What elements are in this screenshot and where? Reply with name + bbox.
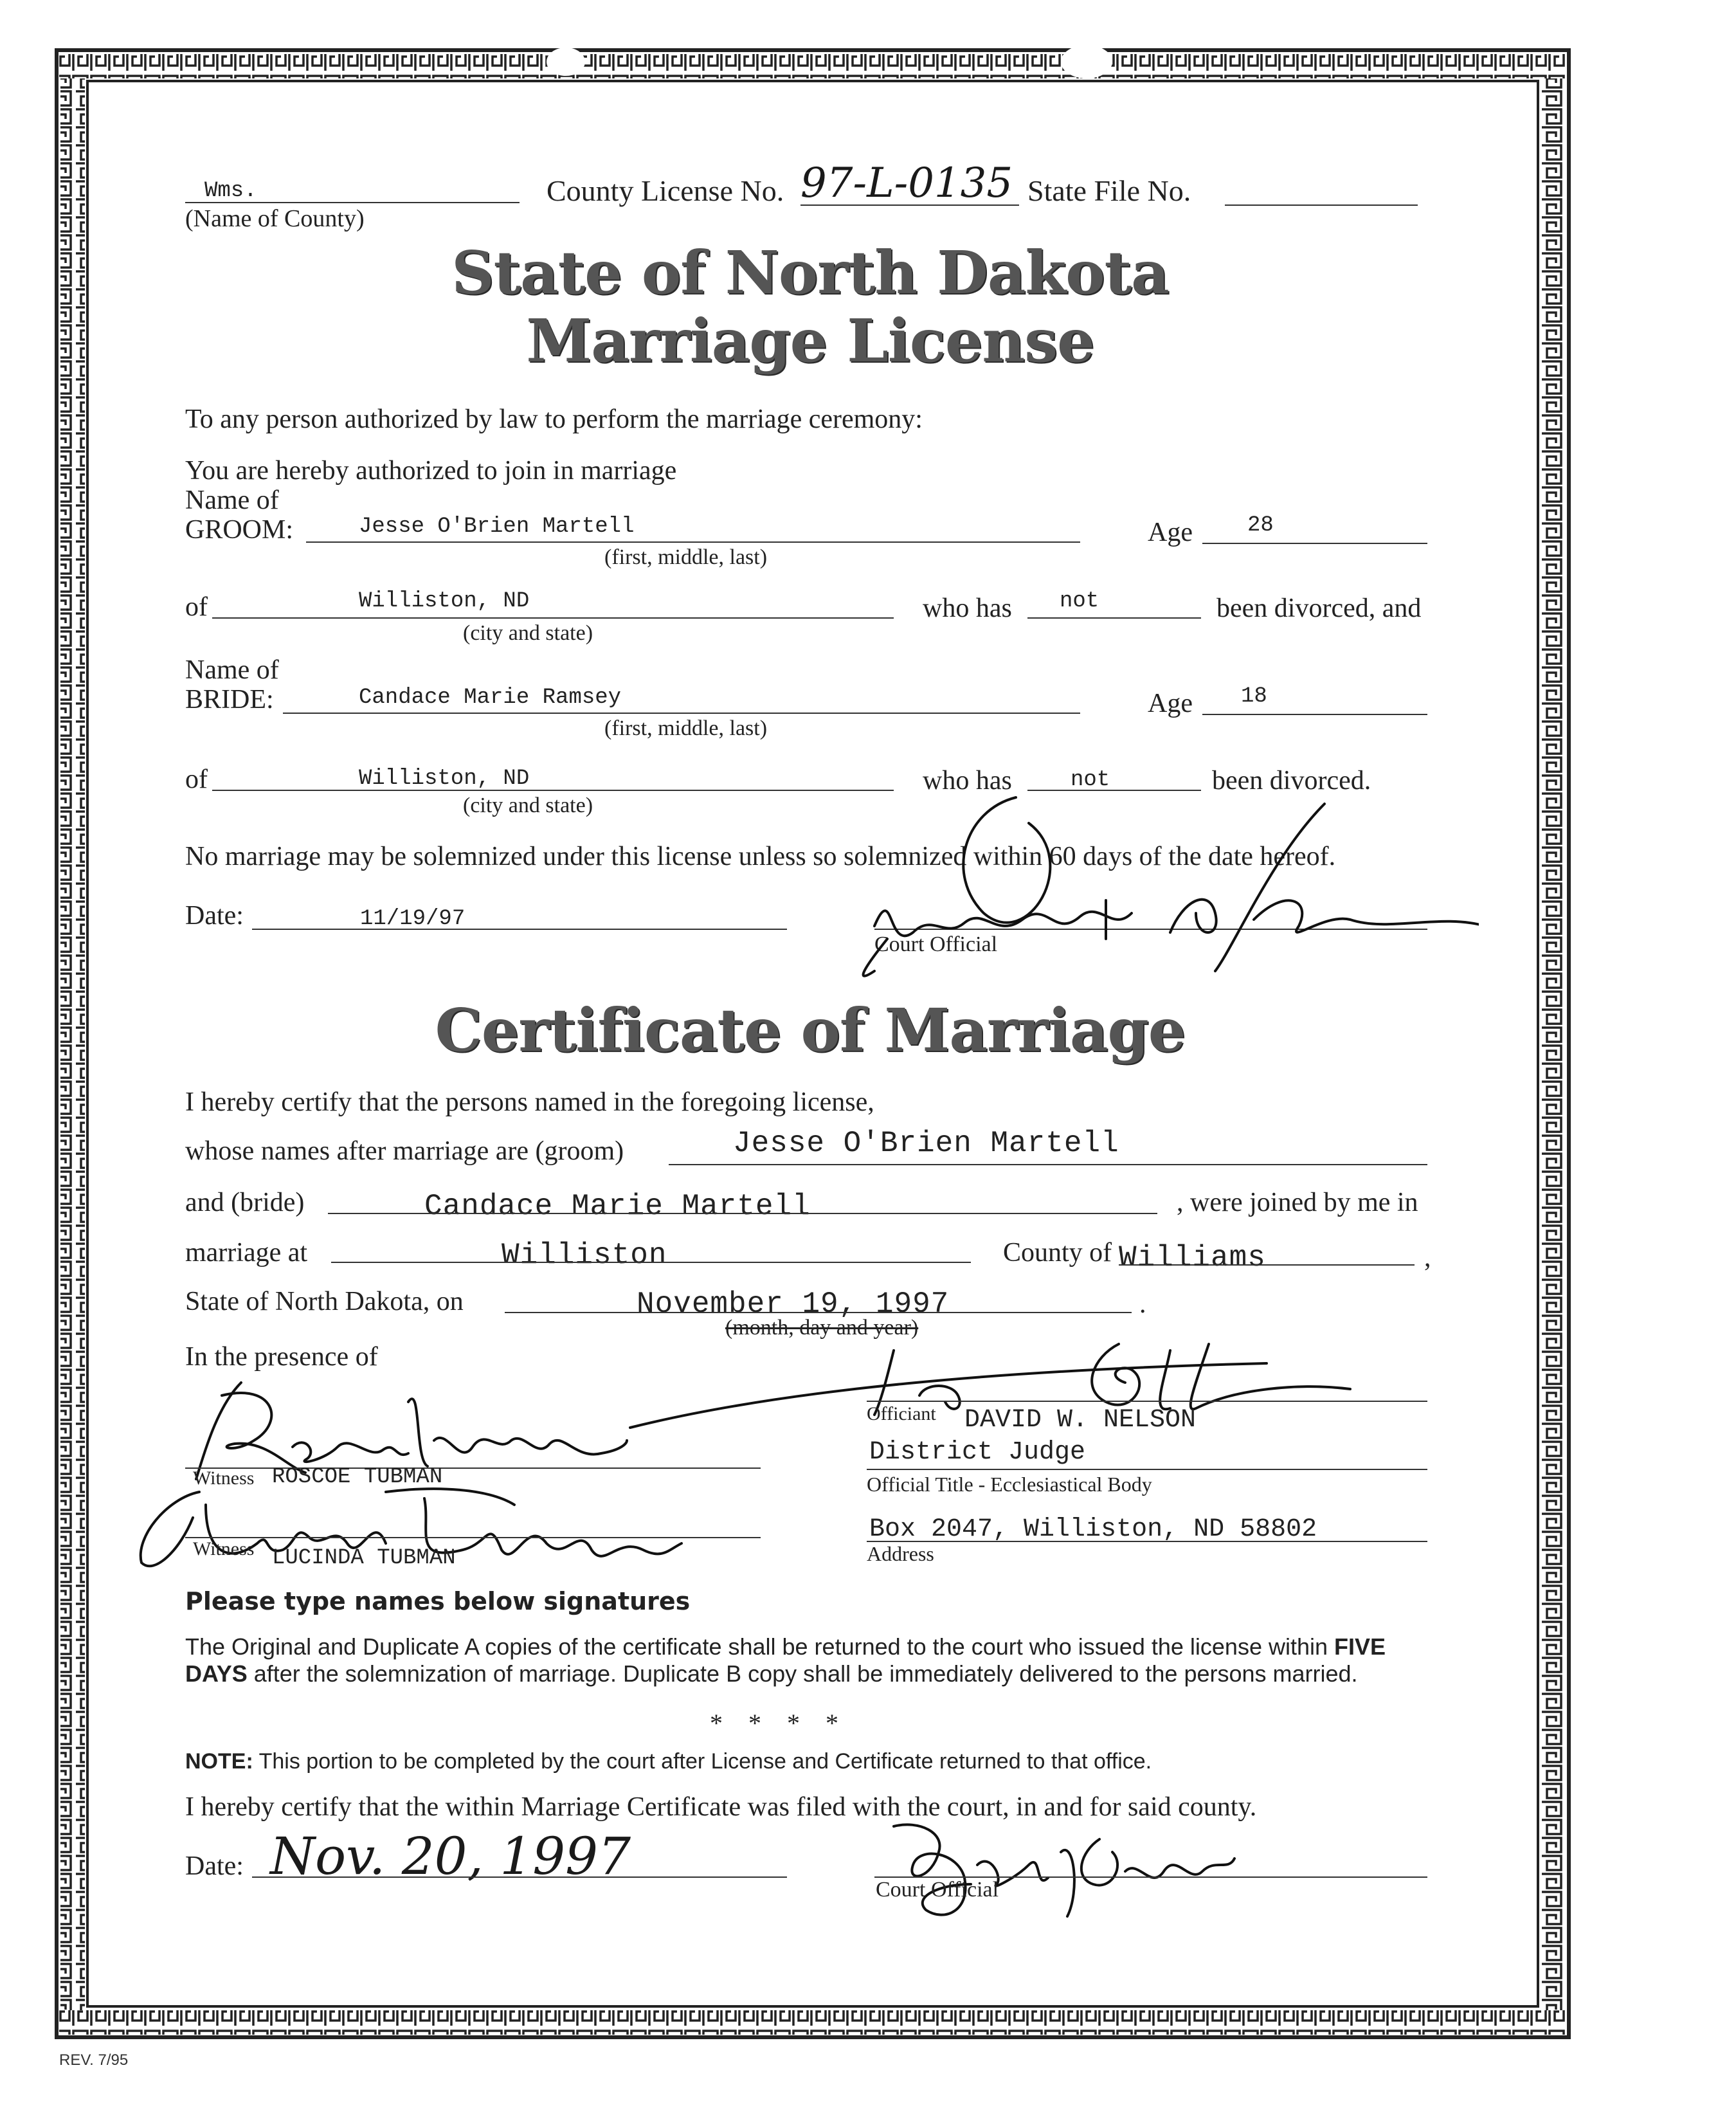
- authorized-text: You are hereby authorized to join in marriage: [185, 456, 677, 486]
- bride-city: Williston, ND: [359, 767, 530, 791]
- witness2-label: Witness: [193, 1538, 255, 1559]
- filing-note: [185, 1749, 1152, 1774]
- bride-name: Candace Marie Ramsey: [359, 686, 622, 710]
- bride-name-caption: (first, middle, last): [604, 716, 768, 740]
- groom-city-caption: (city and state): [463, 621, 593, 645]
- return-five: FIVE: [1334, 1633, 1386, 1660]
- bride-label: BRIDE:: [185, 685, 274, 714]
- title-license: Marriage License: [526, 306, 1094, 376]
- filing-date: Nov. 20, 1997: [270, 1826, 631, 1886]
- note-label: NOTE:: [185, 1749, 253, 1774]
- and-bride-label: and (bride): [185, 1188, 305, 1217]
- bride-city-caption: (city and state): [463, 794, 593, 817]
- license-line: [800, 204, 1019, 206]
- return-days: DAYS: [185, 1660, 248, 1687]
- license-date-label: Date:: [185, 901, 244, 931]
- names-after-label: whose names after marriage are (groom): [185, 1136, 624, 1166]
- marriage-date-line: [505, 1312, 1132, 1313]
- court-official-signature-1: [836, 785, 1479, 977]
- license-date: 11/19/97: [360, 907, 466, 931]
- return-text-2: after the solemnization of marriage. Duplicate B copy shall be immediately delivered to the persons married.: [247, 1660, 1358, 1687]
- marriage-place-line: [331, 1262, 971, 1263]
- type-names-note: Please type names below signatures: [185, 1587, 691, 1615]
- marriage-county-line: [1119, 1264, 1415, 1266]
- marriage-date: November 19, 1997: [637, 1287, 950, 1321]
- groom-name-caption: (first, middle, last): [604, 545, 768, 569]
- court-official-signature-2: [868, 1813, 1254, 1923]
- note-text: This portion to be completed by the court after License and Certificate returned to that office.: [253, 1749, 1152, 1774]
- witness1-label: Witness: [193, 1467, 255, 1489]
- bride-age-line: [1202, 714, 1427, 715]
- bride-divorced: not: [1071, 768, 1110, 792]
- official-title-caption: Official Title - Ecclesiastical Body: [867, 1473, 1152, 1496]
- bride-age: 18: [1241, 684, 1267, 709]
- witness2-line: [185, 1537, 761, 1538]
- certify-text: I hereby certify that the persons named in the foregoing license,: [185, 1087, 874, 1117]
- filing-date-label: Date:: [185, 1851, 244, 1881]
- marriage-county: Williams: [1119, 1241, 1266, 1275]
- court-official-caption-1: Court Official: [874, 932, 998, 956]
- title-certificate: Certificate of Marriage: [435, 995, 1186, 1065]
- return-instructions: [185, 1633, 1439, 1687]
- state-file-line: [1225, 204, 1418, 206]
- groom-after-name: Jesse O'Brien Martell: [733, 1127, 1119, 1160]
- official-title-line: [867, 1469, 1427, 1470]
- county-value: Wms.: [204, 179, 257, 203]
- license-date-line: [252, 929, 787, 930]
- groom-age-line: [1202, 543, 1427, 544]
- state-file-label: State File No.: [1027, 174, 1191, 207]
- bride-who-has: who has: [923, 766, 1012, 795]
- official-title-value: District Judge: [869, 1438, 1086, 1467]
- joined-text: , were joined by me in: [1177, 1188, 1418, 1217]
- witness2-name: LUCINDA TUBMAN: [272, 1546, 456, 1570]
- groom-divorced: not: [1060, 589, 1099, 613]
- bride-name-of: Name of: [185, 655, 279, 685]
- license-label: County License No.: [547, 174, 784, 207]
- groom-age: 28: [1247, 513, 1274, 538]
- bride-been-divorced: been divorced.: [1212, 766, 1371, 795]
- groom-city-line: [212, 617, 894, 619]
- date-period: .: [1139, 1289, 1146, 1319]
- revision-code: REV. 7/95: [59, 2051, 129, 2069]
- court-official-caption-2: Court Official: [876, 1878, 999, 1902]
- return-text-1: The Original and Duplicate A copies of the certificate shall be returned to the court who issued the license within: [185, 1633, 1335, 1660]
- bride-after-line: [328, 1213, 1157, 1214]
- groom-name-of: Name of: [185, 486, 279, 515]
- presence-label: In the presence of: [185, 1342, 378, 1372]
- state-on-label: State of North Dakota, on: [185, 1287, 464, 1316]
- officiant-name: DAVID W. NELSON: [964, 1406, 1197, 1435]
- groom-name: Jesse O'Brien Martell: [359, 514, 635, 539]
- officiant-address: Box 2047, Williston, ND 58802: [869, 1515, 1317, 1544]
- county-of-label: County of: [1003, 1238, 1112, 1267]
- witness1-name: ROSCOE TUBMAN: [272, 1465, 443, 1489]
- bride-city-line: [212, 790, 894, 791]
- officiant-label: Officiant: [867, 1403, 936, 1424]
- groom-age-label: Age: [1148, 518, 1193, 547]
- bride-after-name: Candace Marie Martell: [424, 1190, 811, 1223]
- groom-been-divorced: been divorced, and: [1216, 594, 1422, 623]
- county-comma: ,: [1424, 1243, 1431, 1273]
- stars-divider: * * * *: [710, 1709, 838, 1738]
- validity-text: No marriage may be solemnized under this license unless so solemnized within 60 days of the date hereof.: [185, 842, 1336, 871]
- bride-age-label: Age: [1148, 689, 1193, 718]
- groom-of-label: of: [185, 592, 208, 622]
- officiant-address-caption: Address: [867, 1542, 934, 1565]
- title-state: State of North Dakota: [451, 238, 1169, 307]
- marriage-at-label: marriage at: [185, 1238, 308, 1267]
- officiant-address-line: [867, 1541, 1427, 1542]
- groom-who-has: who has: [923, 594, 1012, 623]
- officiant-line: [867, 1401, 1427, 1402]
- county-line: [185, 202, 520, 203]
- license-number: 97-L-0135: [800, 159, 1013, 207]
- marriage-place: Williston: [502, 1239, 667, 1272]
- groom-after-line: [669, 1164, 1427, 1165]
- county-caption: (Name of County): [185, 205, 365, 232]
- marriage-date-caption: (month, day and year): [725, 1316, 919, 1340]
- license-intro: To any person authorized by law to perform the marriage ceremony:: [185, 404, 923, 434]
- groom-divorced-line: [1027, 617, 1201, 619]
- bride-name-line: [283, 713, 1080, 714]
- bride-of-label: of: [185, 765, 208, 794]
- groom-label: GROOM:: [185, 515, 294, 545]
- groom-name-line: [306, 541, 1080, 543]
- groom-city: Williston, ND: [359, 589, 530, 613]
- filing-date-line: [252, 1876, 787, 1878]
- certify-filed-text: I hereby certify that the within Marriage Certificate was filed with the court, in and for said county.: [185, 1792, 1257, 1822]
